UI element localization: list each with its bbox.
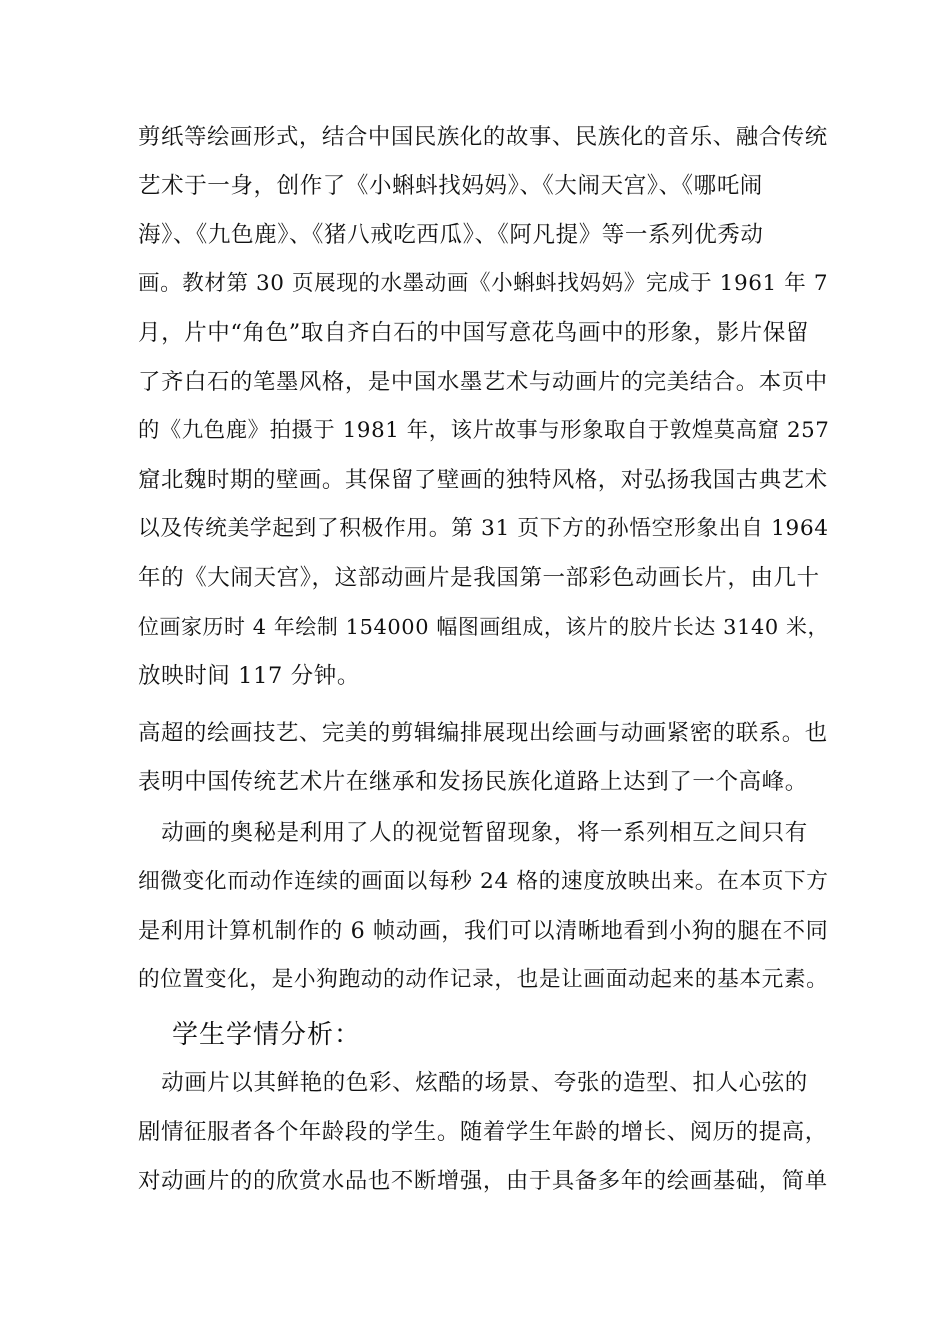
paragraph-3-line: 的位置变化，是小狗跑动的动作记录，也是让画面动起来的基本元素。 (138, 967, 829, 992)
paragraph-3-line: 是利用计算机制作的 6 帧动画，我们可以清晰地看到小狗的腿在不同 (138, 918, 829, 944)
paragraph-1-line: 位画家历时 4 年绘制 154000 幅图画组成，该片的胶片长达 3140 米， (138, 615, 830, 639)
paragraph-3-line: 细微变化而动作连续的画面以每秒 24 格的速度放映出来。在本页下方 (138, 869, 829, 894)
paragraph-1-line: 以及传统美学起到了积极作用。第 31 页下方的孙悟空形象出自 1964 (138, 516, 829, 541)
paragraph-1-line: 的《九色鹿》拍摄于 1981 年，该片故事与形象取自于敦煌莫高窟 257 (138, 418, 830, 443)
paragraph-4-line: 对动画片的的欣赏水品也不断增强，由于具备多年的绘画基础，简单 (138, 1168, 828, 1194)
paragraph-1-line: 剪纸等绘画形式，结合中国民族化的故事、民族化的音乐、融合传统 (138, 124, 828, 150)
paragraph-1-line: 了齐白石的笔墨风格，是中国水墨艺术与动画片的完美结合。本页中 (138, 369, 828, 395)
paragraph-1-line: 画。教材第 30 页展现的水墨动画《小蝌蚪找妈妈》完成于 1961 年 7 (138, 271, 829, 296)
paragraph-2-line: 表明中国传统艺术片在继承和发扬民族化道路上达到了一个高峰。 (138, 769, 808, 795)
paragraph-1-line: 放映时间 117 分钟。 (138, 663, 360, 689)
paragraph-1-line: 年的《大闹天宫》，这部动画片是我国第一部彩色动画长片，由几十 (138, 565, 820, 591)
paragraph-1-line: 艺术于一身，创作了《小蝌蚪找妈妈》、《大闹天宫》、《哪吒闹 (138, 173, 763, 199)
paragraph-2-line: 高超的绘画技艺、完美的剪辑编排展现出绘画与动画紧密的联系。也 (138, 720, 828, 746)
paragraph-1-line: 海》、《九色鹿》、《猪八戒吃西瓜》、《阿凡提》等一系列优秀动 (138, 222, 764, 248)
section-heading: 学生学情分析： (172, 1020, 362, 1050)
paragraph-4-line: 动画片以其鲜艳的色彩、炫酷的场景、夸张的造型、扣人心弦的 (138, 1070, 808, 1096)
paragraph-1-line: 窟北魏时期的壁画。其保留了壁画的独特风格，对弘扬我国古典艺术 (138, 467, 828, 493)
paragraph-3-line: 动画的奥秘是利用了人的视觉暂留现象，将一系列相互之间只有 (138, 820, 808, 846)
paragraph-4-line: 剧情征服者各个年龄段的学生。随着学生年龄的增长、阅历的提高， (138, 1119, 828, 1145)
paragraph-1-line: 月，片中“角色”取自齐白石的中国写意花鸟画中的形象，影片保留 (138, 320, 810, 346)
